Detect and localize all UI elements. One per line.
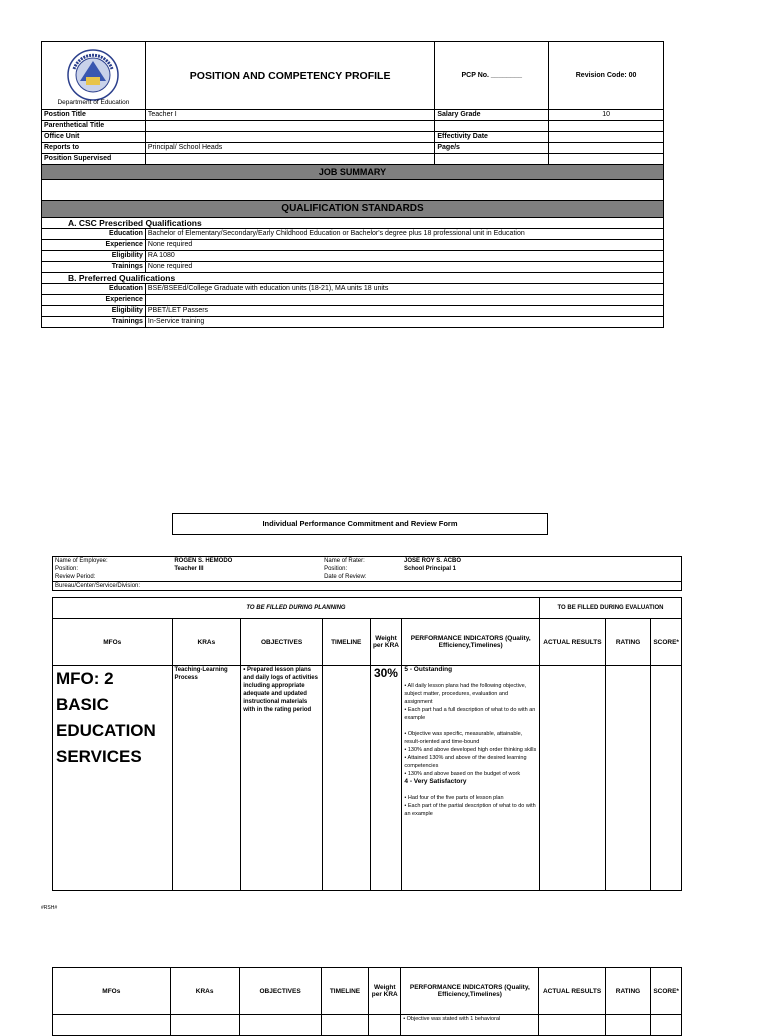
- position-row: [53, 565, 682, 573]
- rating-cell: [605, 666, 650, 891]
- value-pages: [549, 143, 664, 154]
- pcp-row-supervised: [42, 154, 664, 165]
- csc-education-value: Bachelor of Elementary/Secondary/Early Childhood Education or Bachelor's degree plus 18 professional unit in Education: [145, 229, 663, 240]
- pcp-row-office: [42, 132, 664, 143]
- pref-eligibility-value: PBET/LET Passers: [145, 306, 663, 317]
- label-empty: [435, 121, 549, 132]
- qualification-standards-header: [42, 201, 664, 218]
- indicator-item: • All daily lesson plans had the following objective, subject matter, procedures, evaluation and assignment: [404, 683, 527, 705]
- value-reports-to: Principal/ School Heads: [145, 143, 434, 154]
- header-objectives: OBJECTIVES: [241, 619, 323, 666]
- objective-cell-2: [239, 1015, 321, 1036]
- header-rating: RATING: [605, 619, 650, 666]
- timeline-cell: [322, 666, 370, 891]
- rater-name-label: Name of Rater:: [324, 558, 365, 564]
- label-salary-grade: Salary Grade: [435, 110, 549, 121]
- label-effectivity-date: Effectivity Date: [435, 132, 549, 143]
- pref-eligibility-row: [42, 306, 664, 317]
- objective-text: • Prepared lesson plans and daily logs of activities including appropriate adequate and updated instructional materials with in the rating period: [241, 666, 323, 891]
- pref-education-row: [42, 284, 664, 295]
- mfo-title: MFO: 2 BASIC EDUCATION SERVICES: [56, 669, 156, 766]
- label-position-supervised: Position Supervised: [42, 154, 146, 165]
- pcp-header-row: [42, 42, 664, 110]
- outstanding-heading: 5 - Outstanding: [404, 666, 453, 673]
- timeline-cell-2: [321, 1015, 369, 1036]
- review-row: [53, 573, 682, 582]
- planning-evaluation-row: [53, 598, 682, 619]
- label-position-title: Postion Title: [42, 110, 146, 121]
- label-reports-to: Reports to: [42, 143, 146, 154]
- csc-section-title: A. CSC Prescribed Qualifications: [42, 218, 664, 229]
- employee-name: ROGEN S. HEMODO: [174, 558, 233, 564]
- date-review-label: Date of Review:: [324, 574, 367, 580]
- column-header-row: [53, 619, 682, 666]
- date-review-value: [402, 573, 682, 582]
- employee-name-label: Name of Employee:: [55, 558, 108, 564]
- header-mfos-2: MFOs: [53, 968, 171, 1015]
- qualification-standards-title: QUALIFICATION STANDARDS: [42, 201, 664, 218]
- pref-trainings-label: Trainings: [42, 317, 146, 328]
- actual-cell-2: [539, 1015, 605, 1036]
- label-office-unit: Office Unit: [42, 132, 146, 143]
- revision-code: Revision Code: 00: [549, 42, 664, 110]
- pcp-row-reports: [42, 143, 664, 154]
- continuation-header-row: [53, 968, 682, 1015]
- value-position-title: Teacher I: [145, 110, 434, 121]
- pref-education-value: BSE/BSEEd/College Graduate with education units (18-21), MA units 18 units: [145, 284, 663, 295]
- mfo-cell: [53, 666, 173, 891]
- review-period-label: Review Period:: [55, 574, 96, 580]
- score-cell: [651, 666, 682, 891]
- bureau-row: [53, 582, 682, 591]
- value-salary-grade: 10: [549, 110, 664, 121]
- actual-results-cell: [539, 666, 605, 891]
- value-position-supervised: [145, 154, 434, 165]
- bureau-label: Bureau/Center/Service/Division:: [53, 582, 682, 591]
- planning-label: TO BE FILLED DURING PLANNING: [53, 598, 540, 619]
- indicator-item: • Had four of the five parts of lesson plan: [404, 795, 504, 801]
- csc-experience-row: [42, 240, 664, 251]
- weight-value: 30%: [370, 666, 402, 891]
- pref-trainings-row: [42, 317, 664, 328]
- pcp-table: [41, 41, 664, 328]
- csc-eligibility-label: Eligibility: [42, 251, 146, 262]
- rater-name: JOSE ROY S. ACBO: [403, 558, 461, 564]
- employee-row: [53, 557, 682, 566]
- mfo-row: [53, 666, 682, 891]
- csc-eligibility-row: [42, 251, 664, 262]
- header-actual-results-2: ACTUAL RESULTS: [539, 968, 605, 1015]
- indicator-item: • Each part had a full description of what to do with an example: [404, 707, 536, 721]
- label-pages: Page/s: [435, 143, 549, 154]
- indicator-item: • 130% and above developed high order thinking skills: [404, 747, 537, 753]
- very-satisfactory-heading: 4 - Very Satisfactory: [404, 778, 467, 785]
- job-summary-header: [42, 165, 664, 180]
- pref-trainings-value: In-Service training: [145, 317, 663, 328]
- pcp-number: PCP No. ________: [435, 42, 549, 110]
- indicator-item: • Objective was stated with 1 behavioral: [401, 1015, 539, 1036]
- csc-trainings-row: [42, 262, 664, 273]
- header-kras-2: KRAs: [170, 968, 239, 1015]
- indicator-item: • 130% and above based on the budget of work: [404, 771, 521, 777]
- label-parenthetical-title: Parenthetical Title: [42, 121, 146, 132]
- value-effectivity-date: [549, 132, 664, 143]
- csc-experience-label: Experience: [42, 240, 146, 251]
- header-kras: KRAs: [172, 619, 241, 666]
- deped-seal-icon: [66, 49, 120, 101]
- indicator-item: • Each part of the partial description of what to do with an example: [404, 803, 536, 817]
- footnote: #RSH#: [41, 905, 58, 911]
- job-summary-title: JOB SUMMARY: [42, 165, 664, 180]
- header-mfos: MFOs: [53, 619, 173, 666]
- rating-cell-2: [605, 1015, 651, 1036]
- evaluation-label: TO BE FILLED DURING EVALUATION: [539, 598, 681, 619]
- logo-cell: [42, 42, 146, 110]
- header-timeline: TIMELINE: [322, 619, 370, 666]
- job-summary-body: [42, 180, 664, 201]
- pref-experience-value: [145, 295, 663, 306]
- value-office-unit: [145, 132, 434, 143]
- kra-cell-2: [170, 1015, 239, 1036]
- header-weight: Weight per KRA: [370, 619, 402, 666]
- ipcrf-continuation-table: [52, 967, 682, 1036]
- preferred-section-title: B. Preferred Qualifications: [42, 273, 664, 284]
- csc-education-row: [42, 229, 664, 240]
- pcp-title: POSITION AND COMPETENCY PROFILE: [145, 42, 434, 110]
- csc-trainings-value: None required: [145, 262, 663, 273]
- value-empty-2: [549, 154, 664, 165]
- preferred-title-row: [42, 273, 664, 284]
- rater-position-label: Position:: [324, 566, 348, 572]
- csc-eligibility-value: RA 1080: [145, 251, 663, 262]
- header-weight-2: Weight per KRA: [369, 968, 401, 1015]
- header-timeline-2: TIMELINE: [321, 968, 369, 1015]
- pref-education-label: Education: [42, 284, 146, 295]
- indicator-item: • Objective was specific, measurable, attainable, result-oriented and time-bound: [404, 731, 523, 745]
- kra-text: Teaching-Learning Process: [172, 666, 241, 891]
- pcp-row-parenthetical: [42, 121, 664, 132]
- indicator-item: • Attained 130% and above of the desired learning competencies: [404, 755, 527, 769]
- employee-info-table: [52, 556, 682, 591]
- weight-cell-2: [369, 1015, 401, 1036]
- label-empty-2: [435, 154, 549, 165]
- ipcrf-main-table: [52, 597, 682, 891]
- indicators-cell: [402, 666, 540, 891]
- header-score: SCORE*: [651, 619, 682, 666]
- ipcrf-title: Individual Performance Commitment and Review Form: [172, 513, 548, 535]
- rater-position: School Principal 1: [403, 566, 456, 572]
- continuation-row: [53, 1015, 682, 1036]
- csc-education-label: Education: [42, 229, 146, 240]
- job-summary-content: [42, 180, 664, 201]
- header-indicators: PERFORMANCE INDICATORS (Quality, Efficiency,Timelines): [402, 619, 540, 666]
- value-empty: [549, 121, 664, 132]
- pcp-row-position: [42, 110, 664, 121]
- csc-experience-value: None required: [145, 240, 663, 251]
- logo-caption: Department of Education: [57, 98, 130, 106]
- header-objectives-2: OBJECTIVES: [239, 968, 321, 1015]
- csc-title-row: [42, 218, 664, 229]
- employee-position-label: Position:: [55, 566, 79, 572]
- mfo-cell-2: [53, 1015, 171, 1036]
- pref-experience-label: Experience: [42, 295, 146, 306]
- pref-eligibility-label: Eligibility: [42, 306, 146, 317]
- employee-position: Teacher III: [174, 566, 204, 572]
- review-period-value: [172, 573, 322, 582]
- pref-experience-row: [42, 295, 664, 306]
- csc-trainings-label: Trainings: [42, 262, 146, 273]
- header-score-2: SCORE*: [651, 968, 682, 1015]
- header-indicators-2: PERFORMANCE INDICATORS (Quality, Efficiency,Timelines): [401, 968, 539, 1015]
- header-actual-results: ACTUAL RESULTS: [539, 619, 605, 666]
- score-cell-2: [651, 1015, 682, 1036]
- value-parenthetical-title: [145, 121, 434, 132]
- header-rating-2: RATING: [605, 968, 651, 1015]
